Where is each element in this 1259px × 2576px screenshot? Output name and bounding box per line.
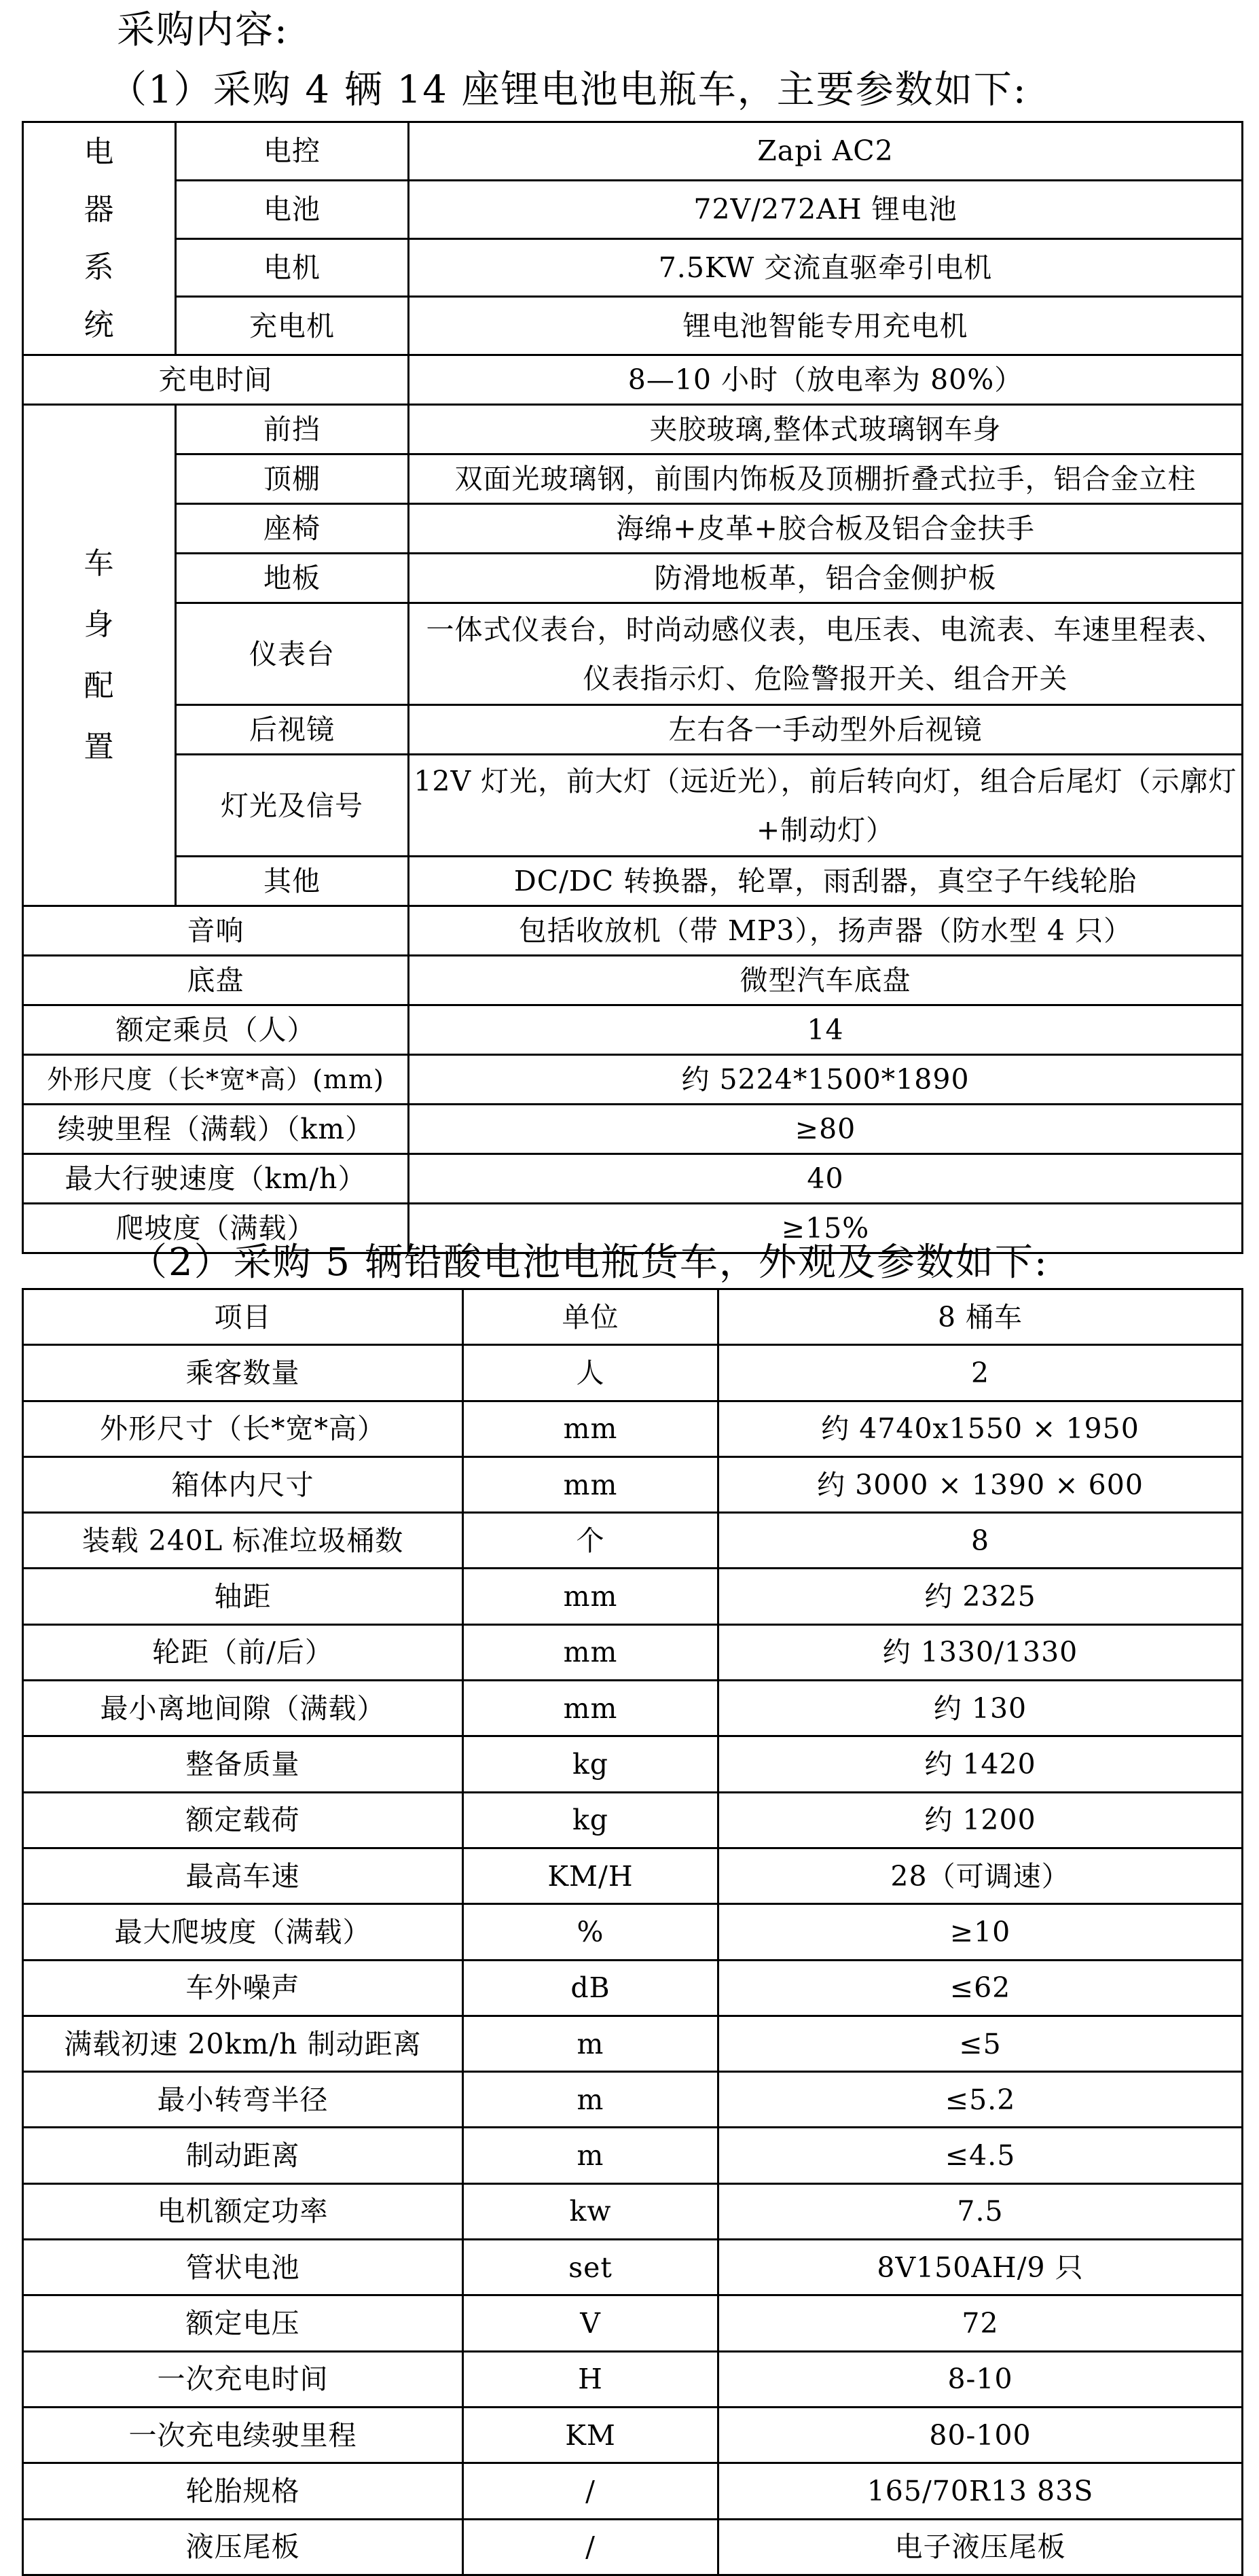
row-value: 165/70R13 83S [718,2463,1243,2519]
row-label: 其他 [176,857,409,906]
row-unit: 个 [463,1513,718,1569]
row-value: 微型汽车底盘 [409,956,1243,1005]
row-label: 顶棚 [176,454,409,504]
row-value: 40 [409,1154,1243,1204]
header-item: 项目 [23,1289,463,1345]
body-group-label: 车身配置 [23,405,176,906]
row-item: 满载初速 20km/h 制动距离 [23,2016,463,2071]
row-value: ≤5 [718,2016,1243,2071]
row-unit: kw [463,2183,718,2239]
row-label: 座椅 [176,504,409,554]
row-item: 额定电压 [23,2295,463,2351]
table-row [23,1736,1243,1792]
row-value: 电子液压尾板 [718,2519,1243,2575]
row-item: 最小离地间隙（满载） [23,1681,463,1736]
row-item: 乘客数量 [23,1345,463,1401]
row-unit: set [463,2240,718,2295]
row-item: 液压尾板 [23,2519,463,2575]
row-label: 外形尺度（长*宽*高）(mm) [23,1055,409,1105]
row-value: ≤4.5 [718,2128,1243,2183]
row-item: 最高车速 [23,1848,463,1903]
row-label: 电控 [176,122,409,181]
row-unit: mm [463,1569,718,1624]
electrical-group-label: 电器系统 [23,122,176,355]
table-row [23,554,1243,603]
row-value: ≤5.2 [718,2072,1243,2128]
lithium-vehicle-spec-table [22,121,1243,1254]
table-row [23,755,1243,857]
table-row [23,504,1243,554]
row-unit: H [463,2351,718,2407]
row-value: 8V150AH/9 只 [718,2240,1243,2295]
row-value: 双面光玻璃钢，前围内饰板及顶棚折叠式拉手，铝合金立柱 [409,454,1243,504]
row-item: 轮距（前/后） [23,1624,463,1680]
row-value: 8-10 [718,2351,1243,2407]
row-value: 约 4740x1550 × 1950 [718,1401,1243,1456]
row-item: 管状电池 [23,2240,463,2295]
row-value: 28（可调速） [718,1848,1243,1903]
row-label: 充电时间 [23,355,409,405]
row-value: 约 1420 [718,1736,1243,1792]
row-value: 8 [718,1513,1243,1569]
row-unit: kg [463,1792,718,1848]
table-row [23,297,1243,355]
row-unit: V [463,2295,718,2351]
table-row [23,2072,1243,2128]
table-row [23,1513,1243,1569]
row-unit: 人 [463,1345,718,1401]
row-label: 后视镜 [176,705,409,755]
row-label: 灯光及信号 [176,755,409,857]
row-unit: m [463,2016,718,2071]
row-label: 仪表台 [176,603,409,705]
table-row [23,1681,1243,1736]
table-row [23,1105,1243,1154]
header-unit: 单位 [463,1289,718,1345]
table-row [23,1569,1243,1624]
row-item: 制动距离 [23,2128,463,2183]
table-row [23,1960,1243,2016]
row-value: ≤62 [718,1960,1243,2016]
row-value: 一体式仪表台，时尚动感仪表，电压表、电流表、车速里程表、仪表指示灯、危险警报开关、组合开关 [409,603,1243,705]
row-label: 续驶里程（满载）（km） [23,1105,409,1154]
part2-heading: （2）采购 5 辆铅酸电池电瓶货车，外观及参数如下: [129,1240,1048,1285]
row-value: ≥15% [409,1204,1243,1253]
row-value: 左右各一手动型外后视镜 [409,705,1243,755]
row-value: 约 5224*1500*1890 [409,1055,1243,1105]
row-unit: mm [463,1624,718,1680]
row-value: 夹胶玻璃,整体式玻璃钢车身 [409,405,1243,454]
row-value: 12V 灯光，前大灯（远近光），前后转向灯，组合后尾灯（示廓灯+制动灯） [409,755,1243,857]
table-row [23,1624,1243,1680]
table-row [23,2295,1243,2351]
row-item: 箱体内尺寸 [23,1456,463,1512]
row-unit: / [463,2519,718,2575]
table-row [23,705,1243,755]
table-row [23,1055,1243,1105]
row-item: 一次充电续驶里程 [23,2407,463,2463]
table-row [23,956,1243,1005]
row-label: 电池 [176,180,409,238]
row-value: 7.5 [718,2183,1243,2239]
table-row [23,238,1243,297]
row-label: 电机 [176,238,409,297]
row-label: 底盘 [23,956,409,1005]
row-value: ≥10 [718,1904,1243,1960]
table-row [23,1401,1243,1456]
row-item: 最小转弯半径 [23,2072,463,2128]
row-item: 额定载荷 [23,1792,463,1848]
row-unit: KM [463,2407,718,2463]
row-value: 约 3000 × 1390 × 600 [718,1456,1243,1512]
table-row [23,1345,1243,1401]
row-value: 8—10 小时（放电率为 80%） [409,355,1243,405]
table-row [23,1792,1243,1848]
row-unit: % [463,1904,718,1960]
table-row [23,122,1243,181]
row-unit: / [463,2463,718,2519]
table-row [23,2016,1243,2071]
row-unit: m [463,2128,718,2183]
header-value: 8 桶车 [718,1289,1243,1345]
row-unit: dB [463,1960,718,2016]
row-item: 装载 240L 标准垃圾桶数 [23,1513,463,1569]
table-row [23,180,1243,238]
row-item: 轴距 [23,1569,463,1624]
row-value: 约 1330/1330 [718,1624,1243,1680]
row-value: 约 2325 [718,1569,1243,1624]
table-row [23,2407,1243,2463]
row-item: 一次充电时间 [23,2351,463,2407]
table-row [23,355,1243,405]
row-value: 80-100 [718,2407,1243,2463]
table-row [23,2351,1243,2407]
row-label: 爬坡度（满载） [23,1204,409,1253]
row-value: ≥80 [409,1105,1243,1154]
row-unit: mm [463,1401,718,1456]
row-unit: kg [463,1736,718,1792]
row-label: 音响 [23,906,409,956]
table-row [23,1848,1243,1903]
row-item: 最大爬坡度（满载） [23,1904,463,1960]
row-value: 72 [718,2295,1243,2351]
row-value: 72V/272AH 锂电池 [409,180,1243,238]
row-value: 约 1200 [718,1792,1243,1848]
table-row [23,454,1243,504]
table-row [23,906,1243,956]
row-value: Zapi AC2 [409,122,1243,181]
row-unit: mm [463,1681,718,1736]
row-item: 轮胎规格 [23,2463,463,2519]
table-row [23,2463,1243,2519]
row-value: 7.5KW 交流直驱牵引电机 [409,238,1243,297]
row-item: 电机额定功率 [23,2183,463,2239]
row-label: 地板 [176,554,409,603]
row-item: 整备质量 [23,1736,463,1792]
table-row [23,1154,1243,1204]
part1-heading: （1）采购 4 辆 14 座锂电池电瓶车，主要参数如下: [109,68,1027,112]
table-row [23,603,1243,705]
section-title: 采购内容: [117,8,289,52]
row-value: 包括收放机（带 MP3），扬声器（防水型 4 只） [409,906,1243,956]
row-value: 14 [409,1005,1243,1055]
row-value: 锂电池智能专用充电机 [409,297,1243,355]
row-unit: KM/H [463,1848,718,1903]
table-row [23,857,1243,906]
table-row [23,1904,1243,1960]
table-header-row [23,1289,1243,1345]
row-unit: m [463,2072,718,2128]
table-row [23,405,1243,454]
table-row [23,2240,1243,2295]
row-unit: mm [463,1456,718,1512]
row-value: 约 130 [718,1681,1243,1736]
row-label: 最大行驶速度（km/h） [23,1154,409,1204]
table-row [23,2183,1243,2239]
row-item: 外形尺寸（长*宽*高） [23,1401,463,1456]
row-value: 海绵+皮革+胶合板及铝合金扶手 [409,504,1243,554]
row-value: 2 [718,1345,1243,1401]
row-label: 充电机 [176,297,409,355]
table-row [23,1456,1243,1512]
row-value: 防滑地板革，铝合金侧护板 [409,554,1243,603]
row-item: 车外噪声 [23,1960,463,2016]
row-label: 前挡 [176,405,409,454]
table-row [23,2128,1243,2183]
row-label: 额定乘员（人） [23,1005,409,1055]
table-row [23,2519,1243,2575]
table-row [23,1005,1243,1055]
row-value: DC/DC 转换器，轮罩，雨刮器，真空子午线轮胎 [409,857,1243,906]
lead-acid-truck-spec-table [22,1288,1243,2576]
